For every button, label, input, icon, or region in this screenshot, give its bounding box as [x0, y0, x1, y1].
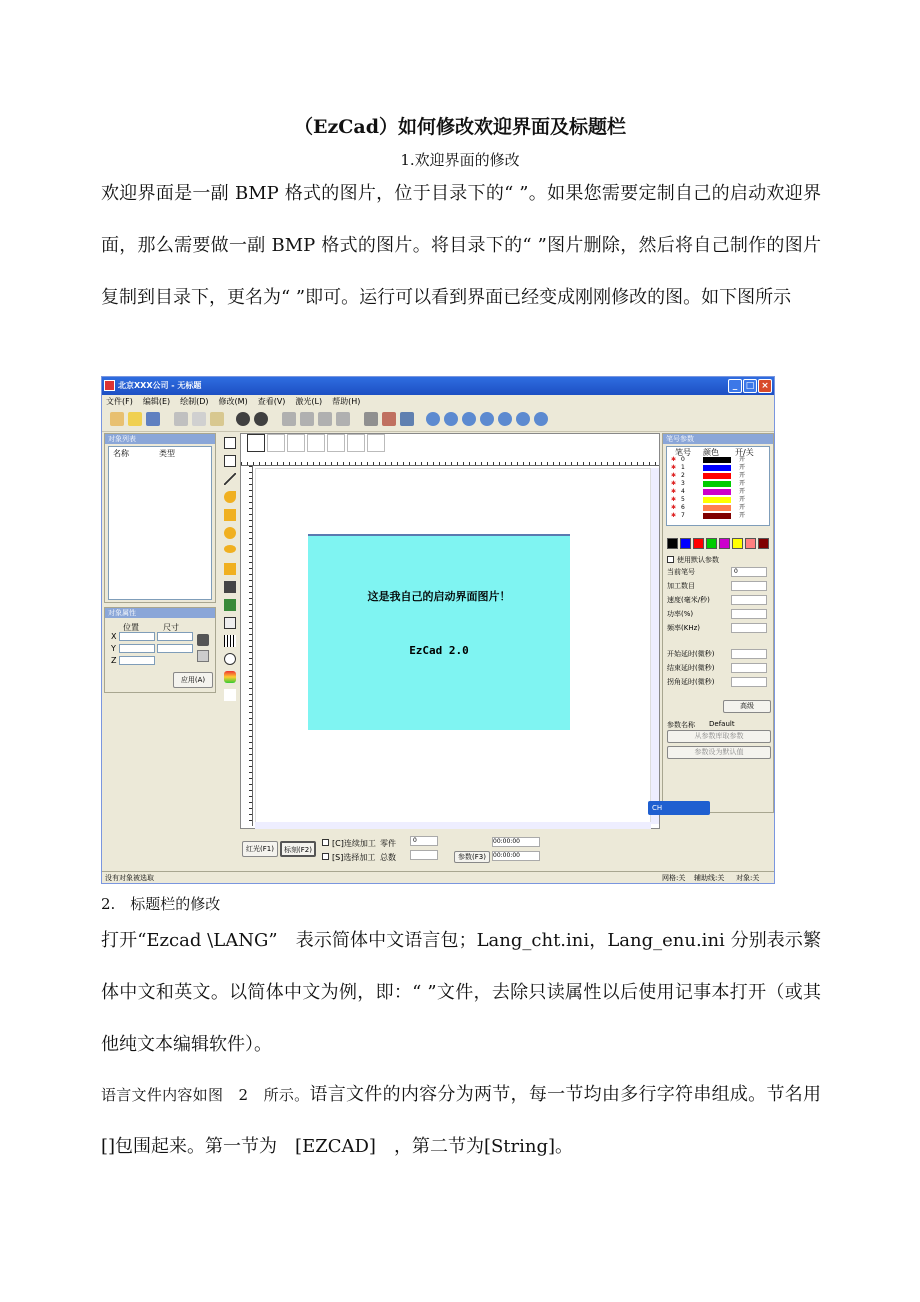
menu-modify[interactable]: 修改(M): [218, 397, 248, 406]
grid-icon[interactable]: [336, 412, 350, 426]
pen-marker-icon: ✱: [671, 472, 677, 479]
lock-icon[interactable]: [197, 634, 209, 646]
pen-marker-icon: ✱: [671, 496, 677, 503]
horizontal-ruler: [241, 454, 659, 466]
ellipse-icon[interactable]: [224, 545, 236, 553]
frequency-label: 频率(KHz): [667, 624, 700, 632]
palette-swatch[interactable]: [706, 538, 717, 549]
pen-col-color: 颜色: [703, 448, 719, 457]
pen-row[interactable]: [671, 473, 775, 479]
prop-slot[interactable]: [247, 434, 265, 452]
parts-field[interactable]: 0: [410, 836, 438, 846]
vector-file-icon[interactable]: [224, 617, 236, 629]
pen-color-swatch[interactable]: [703, 465, 731, 471]
palette-swatch[interactable]: [719, 538, 730, 549]
splash-text-1: 这是我自己的启动界面图片！: [367, 590, 511, 603]
paragraph-3-lead: 语言文件内容如图 2 所示。: [101, 1086, 310, 1104]
corner-delay-field[interactable]: [731, 677, 767, 687]
frequency-field[interactable]: [731, 623, 767, 633]
param-name-label: 参数名称: [667, 721, 695, 729]
red-light-button[interactable]: 红光(F1): [242, 841, 278, 857]
pen-state[interactable]: 开: [739, 472, 746, 479]
size-label: 尺寸: [163, 623, 179, 632]
pen-state[interactable]: 开: [739, 480, 746, 487]
pen-row[interactable]: [671, 489, 775, 495]
paragraph-2: 打开“Ezcad \LANG” 表示简体中文语言包；Lang_cht.ini，Lang_enu.ini 分别表示繁体中文和英文。以简体中文为例，即：“ ”文件，去除只读属性以后使用记事本打开（或其他纯文本编辑软件）。: [101, 930, 821, 1055]
status-bar: [102, 871, 774, 883]
vertical-scrollbar[interactable]: [651, 468, 659, 824]
open-folder-icon[interactable]: [128, 412, 142, 426]
zoom-all-icon[interactable]: [462, 412, 476, 426]
palette-swatch[interactable]: [693, 538, 704, 549]
text-icon[interactable]: [224, 581, 236, 593]
x-label: X: [111, 632, 117, 641]
node-select-icon[interactable]: [224, 455, 236, 467]
total-field[interactable]: [410, 850, 438, 860]
zoom-window-icon[interactable]: [498, 412, 512, 426]
set-default-button[interactable]: 参数设为默认值: [667, 746, 771, 759]
selected-label: [S]选择加工: [332, 853, 376, 862]
calculator-icon[interactable]: [400, 412, 414, 426]
anchor-grid-icon[interactable]: [197, 650, 209, 662]
vertical-ruler: [241, 466, 253, 826]
main-toolbar: [102, 408, 774, 432]
paragraph-3-body: 语言文件的内容分为两节，每一节均由多行字符串组成。节名用 []包围起来。第一节为 [EZCAD] ，第二节为[String]。: [101, 1084, 840, 1157]
section-2-heading: 2. 标题栏的修改: [101, 895, 221, 913]
menu-bar: [102, 395, 774, 408]
drawing-canvas[interactable]: [240, 433, 660, 829]
prop-slot[interactable]: [267, 434, 285, 452]
param-name-value: Default: [709, 720, 735, 728]
copy-icon[interactable]: [192, 412, 206, 426]
status-object: 对象:关: [736, 874, 760, 882]
pen-color-swatch[interactable]: [703, 481, 731, 487]
end-delay-label: 结束延时(微秒): [667, 664, 715, 672]
pen-row[interactable]: [671, 465, 775, 471]
pen-row[interactable]: [671, 505, 775, 511]
rotate-left-icon[interactable]: [236, 412, 250, 426]
advanced-button[interactable]: 高级: [723, 700, 771, 713]
color-palette: [667, 538, 771, 550]
pen-marker-icon: ✱: [671, 488, 677, 495]
col-type[interactable]: 类型: [159, 449, 175, 458]
paragraph-3: [101, 1069, 840, 1173]
y-label: Y: [111, 644, 116, 653]
prop-slot[interactable]: [327, 434, 345, 452]
draw-toolbar: [220, 433, 240, 813]
status-guide: 辅助线:关: [694, 874, 725, 882]
group-icon[interactable]: [364, 412, 378, 426]
pen-state[interactable]: 开: [739, 512, 746, 519]
pen-color-swatch[interactable]: [703, 457, 731, 463]
current-pen-field[interactable]: 0: [731, 567, 767, 577]
use-default-checkbox[interactable]: [667, 556, 674, 563]
col-name[interactable]: 名称: [113, 449, 129, 458]
pen-number: 2: [681, 472, 685, 479]
use-default-label: 使用默认参数: [677, 556, 719, 564]
start-delay-field[interactable]: [731, 649, 767, 659]
zoom-in-icon[interactable]: [426, 412, 440, 426]
parts-label: 零件: [380, 839, 396, 848]
barcode-icon[interactable]: [224, 635, 236, 647]
prop-slot[interactable]: [347, 434, 365, 452]
palette-swatch[interactable]: [680, 538, 691, 549]
pen-state[interactable]: 开: [739, 456, 746, 463]
paragraph-1: 欢迎界面是一副 BMP 格式的图片，位于目录下的“ ”。如果您需要定制自己的启动欢迎界面，那么需要做一副 BMP 格式的图片。将目录下的“ ”图片删除，然后将自己制作的图片复制到目录下，更名为“ ”即可。运行可以看到界面已经变成刚刚修改的图。如下图所示: [101, 183, 821, 308]
pen-state[interactable]: 开: [739, 496, 746, 503]
pen-number: 5: [681, 496, 685, 503]
palette-swatch[interactable]: [745, 538, 756, 549]
y-pos-field[interactable]: [119, 644, 155, 653]
process-count-field[interactable]: [731, 581, 767, 591]
maximize-icon[interactable]: □: [743, 379, 757, 393]
section-1-heading: 1.欢迎界面的修改: [400, 151, 520, 169]
status-grid: 网格:关: [662, 874, 686, 882]
pen-state[interactable]: 开: [739, 504, 746, 511]
line-icon[interactable]: [224, 473, 236, 485]
pen-list[interactable]: [666, 446, 770, 526]
x-pos-field[interactable]: [119, 632, 155, 641]
pen-color-swatch[interactable]: [703, 497, 731, 503]
pen-marker-icon: ✱: [671, 480, 677, 487]
rectangle-icon[interactable]: [224, 509, 236, 521]
prop-slot[interactable]: [367, 434, 385, 452]
distribute-icon[interactable]: [318, 412, 332, 426]
end-delay-field[interactable]: [731, 663, 767, 673]
pen-panel: [662, 433, 774, 813]
prop-slot[interactable]: [307, 434, 325, 452]
pen-color-swatch[interactable]: [703, 513, 731, 519]
pen-col-onoff: 开/关: [735, 448, 754, 457]
paste-icon[interactable]: [210, 412, 224, 426]
pen-row[interactable]: [671, 513, 775, 519]
zoom-actual-icon[interactable]: [534, 412, 548, 426]
timer-2: 00:00:00: [492, 851, 540, 861]
object-list-header: 对象列表: [105, 434, 215, 444]
current-pen-label: 当前笔号: [667, 568, 695, 576]
pen-row[interactable]: [671, 497, 775, 503]
pen-color-swatch[interactable]: [703, 489, 731, 495]
power-label: 功率(%): [667, 610, 694, 618]
object-list[interactable]: [108, 446, 212, 600]
start-delay-label: 开始延时(微秒): [667, 650, 715, 658]
circle-icon[interactable]: [224, 527, 236, 539]
pos-label: 位置: [123, 623, 139, 632]
pen-number: 0: [681, 456, 685, 463]
property-bar: [247, 434, 407, 452]
selected-checkbox[interactable]: [322, 853, 329, 860]
z-pos-field[interactable]: [119, 656, 155, 665]
minimize-icon[interactable]: _: [728, 379, 742, 393]
from-library-button[interactable]: 从参数库取参数: [667, 730, 771, 743]
document-title: （EzCad）如何修改欢迎界面及标题栏: [294, 116, 626, 138]
zoom-page-icon[interactable]: [516, 412, 530, 426]
menu-help[interactable]: 帮助(H): [332, 397, 361, 406]
pen-marker-icon: ✱: [671, 504, 677, 511]
bitmap-icon[interactable]: [224, 599, 236, 611]
x-size-field[interactable]: [157, 632, 193, 641]
object-list-panel: [104, 433, 216, 603]
mark-control-bar: [240, 829, 660, 869]
zoom-out-icon[interactable]: [444, 412, 458, 426]
pen-panel-header: 笔号参数: [663, 434, 773, 444]
z-label: Z: [111, 656, 117, 665]
new-file-icon[interactable]: [110, 412, 124, 426]
object-properties-panel: [104, 607, 216, 693]
splash-text-2: EzCad 2.0: [409, 644, 469, 657]
pen-number: 4: [681, 488, 685, 495]
pen-row[interactable]: [671, 481, 775, 487]
extension-axis-icon[interactable]: [224, 689, 236, 701]
timer-1: 00:00:00: [492, 837, 540, 847]
ime-bar[interactable]: CH: [648, 801, 710, 815]
tools-icon[interactable]: [382, 412, 396, 426]
pen-row[interactable]: [671, 457, 775, 463]
app-titlebar: [102, 377, 774, 395]
splash-image: [308, 534, 570, 730]
pen-col-no: 笔号: [675, 448, 691, 457]
menu-view[interactable]: 查看(V): [257, 397, 286, 406]
palette-swatch[interactable]: [732, 538, 743, 549]
status-message: 没有对象被选取: [105, 874, 154, 882]
polygon-icon[interactable]: [224, 563, 236, 575]
pen-number: 7: [681, 512, 685, 519]
total-label: 总数: [380, 853, 396, 862]
speed-label: 速度(毫米/秒): [667, 596, 710, 604]
power-field[interactable]: [731, 609, 767, 619]
rotate-right-icon[interactable]: [254, 412, 268, 426]
save-icon[interactable]: [146, 412, 160, 426]
align-icon[interactable]: [300, 412, 314, 426]
menu-draw[interactable]: 绘制(D): [180, 397, 209, 406]
mark-button[interactable]: 标刻(F2): [280, 841, 316, 857]
continuous-checkbox[interactable]: [322, 839, 329, 846]
pen-marker-icon: ✱: [671, 512, 677, 519]
zoom-selected-icon[interactable]: [480, 412, 494, 426]
cut-icon[interactable]: [174, 412, 188, 426]
prop-slot[interactable]: [287, 434, 305, 452]
params-button[interactable]: 参数(F3): [454, 851, 490, 863]
pen-color-swatch[interactable]: [703, 473, 731, 479]
pen-marker-icon: ✱: [671, 464, 677, 471]
speed-field[interactable]: [731, 595, 767, 605]
close-icon[interactable]: ×: [758, 379, 772, 393]
timer-icon[interactable]: [224, 653, 236, 665]
pen-state[interactable]: 开: [739, 488, 746, 495]
menu-file[interactable]: 文件(F): [106, 397, 133, 406]
menu-edit[interactable]: 编辑(E): [142, 397, 171, 406]
app-logo-icon: [104, 380, 115, 391]
pen-marker-icon: ✱: [671, 456, 677, 463]
continuous-label: [C]连续加工: [332, 839, 376, 848]
window-title: 北京XXX公司 - 无标题: [118, 381, 202, 390]
palette-swatch[interactable]: [758, 538, 769, 549]
pen-number: 3: [681, 480, 685, 487]
y-size-field[interactable]: [157, 644, 193, 653]
apply-button[interactable]: 应用(A): [173, 672, 213, 688]
curve-icon[interactable]: [224, 491, 236, 503]
select-icon[interactable]: [224, 437, 236, 449]
ezcad-screenshot: [101, 376, 775, 884]
object-properties-header: 对象属性: [105, 608, 215, 618]
node-edit-icon[interactable]: [282, 412, 296, 426]
process-count-label: 加工数目: [667, 582, 695, 590]
menu-laser[interactable]: 激光(L): [295, 397, 323, 406]
palette-swatch[interactable]: [667, 538, 678, 549]
pen-state[interactable]: 开: [739, 464, 746, 471]
pen-color-swatch[interactable]: [703, 505, 731, 511]
corner-delay-label: 拐角延时(微秒): [667, 678, 715, 686]
pen-number: 1: [681, 464, 685, 471]
pen-number: 6: [681, 504, 685, 511]
io-signal-icon[interactable]: [224, 671, 236, 683]
